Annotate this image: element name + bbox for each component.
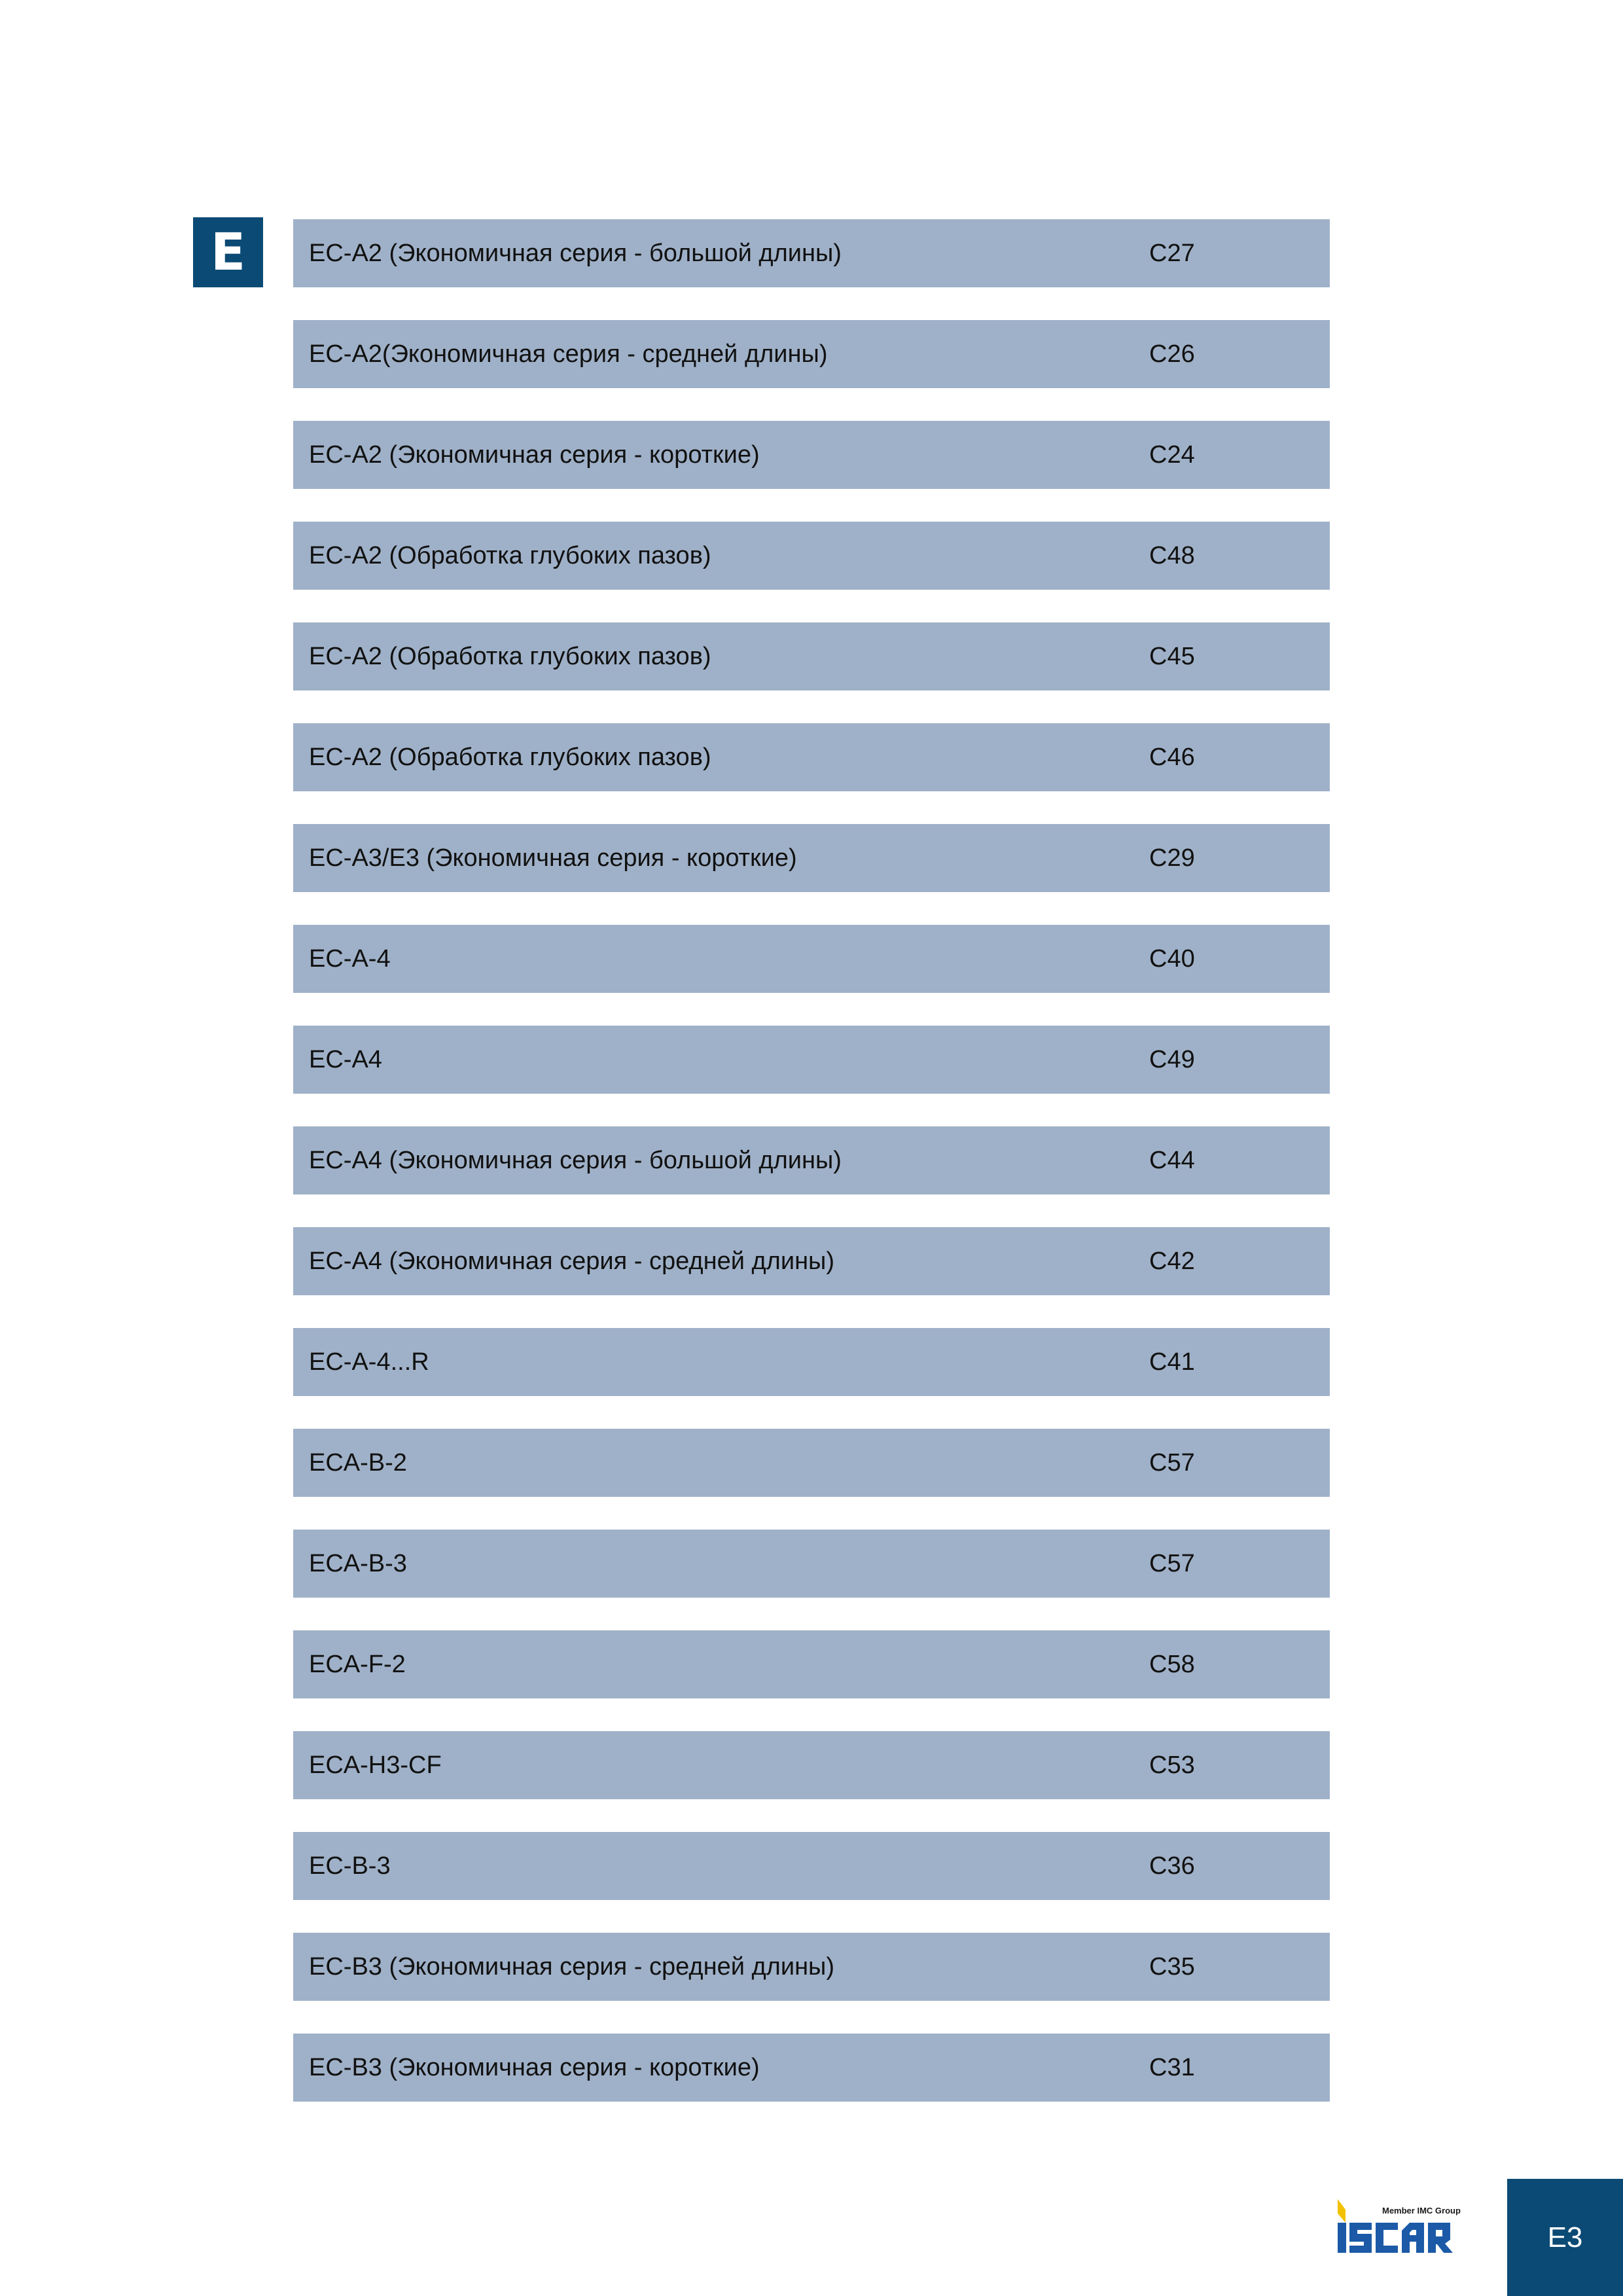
row-name: ECA-H3-CF — [309, 1751, 442, 1779]
logo-flame-mark — [1338, 2199, 1346, 2223]
index-row[interactable] — [293, 421, 1330, 489]
index-row[interactable] — [293, 1026, 1330, 1094]
index-row[interactable] — [293, 925, 1330, 993]
index-row[interactable] — [293, 522, 1330, 590]
row-name: EC-A2 (Обработка глубоких пазов) — [309, 643, 711, 670]
iscar-logo — [1335, 2199, 1472, 2258]
row-name: EC-A2 (Экономичная серия - короткие) — [309, 441, 760, 469]
index-row[interactable] — [293, 1530, 1330, 1598]
row-page-ref: C24 — [1149, 441, 1195, 469]
row-page-ref: C29 — [1149, 844, 1195, 872]
row-name: EC-A3/E3 (Экономичная серия - короткие) — [309, 844, 797, 872]
row-name: ECA-B-3 — [309, 1550, 407, 1577]
row-name: EC-A2 (Обработка глубоких пазов) — [309, 542, 711, 569]
row-name: EC-A2 (Обработка глубоких пазов) — [309, 744, 711, 771]
index-row[interactable] — [293, 1328, 1330, 1396]
row-name: EC-B-3 — [309, 1852, 391, 1880]
index-row[interactable] — [293, 320, 1330, 388]
index-row[interactable] — [293, 622, 1330, 691]
row-page-ref: C35 — [1149, 1953, 1195, 1981]
index-row[interactable] — [293, 2034, 1330, 2102]
index-row[interactable] — [293, 1731, 1330, 1799]
row-name: EC-A4 (Экономичная серия - средней длины) — [309, 1247, 835, 1275]
row-page-ref: C45 — [1149, 643, 1195, 670]
row-name: EC-A4 — [309, 1046, 382, 1073]
row-page-ref: C49 — [1149, 1046, 1195, 1073]
row-name: EC-B3 (Экономичная серия - короткие) — [309, 2054, 760, 2081]
index-row[interactable] — [293, 1227, 1330, 1295]
row-page-ref: C57 — [1149, 1449, 1195, 1477]
row-page-ref: C42 — [1149, 1247, 1195, 1275]
index-row[interactable] — [293, 1429, 1330, 1497]
index-list — [293, 219, 1330, 2134]
row-page-ref: C46 — [1149, 744, 1195, 771]
row-name: EC-A-4...R — [309, 1348, 429, 1376]
row-page-ref: C40 — [1149, 945, 1195, 973]
row-name: EC-A2(Экономичная серия - средней длины) — [309, 340, 828, 368]
row-page-ref: C36 — [1149, 1852, 1195, 1880]
row-name: ECA-B-2 — [309, 1449, 407, 1477]
row-page-ref: C57 — [1149, 1550, 1195, 1577]
row-page-ref: C44 — [1149, 1147, 1195, 1174]
row-page-ref: C26 — [1149, 340, 1195, 368]
logo-wordmark-graphic — [1338, 2223, 1453, 2253]
index-row[interactable] — [293, 1126, 1330, 1194]
logo-tagline: Member IMC Group — [1382, 2206, 1461, 2215]
row-name: EC-A-4 — [309, 945, 391, 973]
index-row[interactable] — [293, 824, 1330, 892]
row-name: EC-A4 (Экономичная серия - большой длины) — [309, 1147, 842, 1174]
row-page-ref: C53 — [1149, 1751, 1195, 1779]
row-page-ref: C31 — [1149, 2054, 1195, 2081]
index-row[interactable] — [293, 1933, 1330, 2001]
row-name: EC-B3 (Экономичная серия - средней длины) — [309, 1953, 835, 1981]
row-page-ref: C41 — [1149, 1348, 1195, 1376]
row-page-ref: C48 — [1149, 542, 1195, 569]
row-page-ref: C27 — [1149, 240, 1195, 267]
index-row[interactable] — [293, 1630, 1330, 1698]
page-number: E3 — [1507, 2179, 1623, 2296]
index-row[interactable] — [293, 219, 1330, 287]
index-row[interactable] — [293, 723, 1330, 791]
section-letter-tab: E — [193, 217, 263, 287]
index-row[interactable] — [293, 1832, 1330, 1900]
row-name: ECA-F-2 — [309, 1651, 406, 1678]
row-name: EC-A2 (Экономичная серия - большой длины) — [309, 240, 842, 267]
row-page-ref: C58 — [1149, 1651, 1195, 1678]
